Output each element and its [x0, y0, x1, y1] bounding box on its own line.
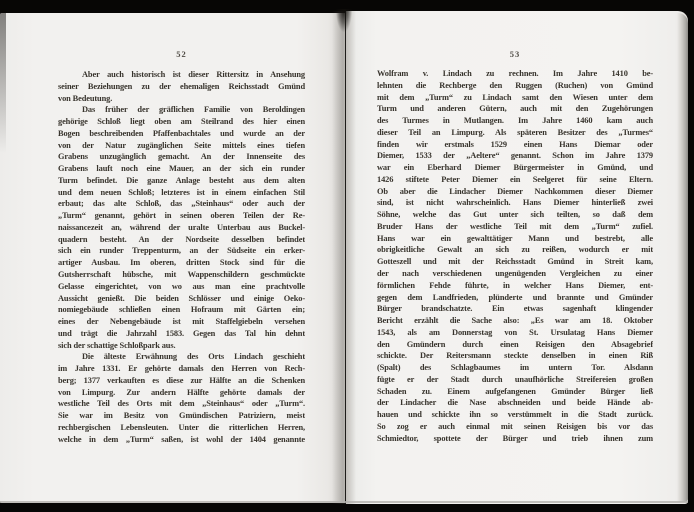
text-line: Aber auch historisch ist dieser Rittersitz in Ansehung [82, 70, 305, 79]
left-page-text [58, 70, 305, 447]
text-line: seiner Beziehungen zu der ehemaligen Reichsstadt Gmünd [58, 81, 305, 91]
text-line: rechbergischen Lebensleuten. Unter die ritterlichen Herren, [58, 422, 305, 432]
text-line: hauen und schickte ihn so verstümmelt in die Stadt zurück. [377, 410, 653, 420]
text-line: förmlichen Fehde führte, in welcher Hans Diemer, ent- [377, 280, 653, 290]
text-line: 1426 stiftete Peter Diemer ein Seelgeret für seine Eltern. [377, 174, 653, 184]
text-line: „Turm“ genannt, gehört in seinen oberen Teilen der Re- [58, 211, 305, 221]
text-line: fügte er der Stadt durch unaufhörliche Streifereien großen [377, 374, 653, 384]
text-line: erbaut; das alte Schloß, das „Steinhaus“ oder auch der [58, 199, 305, 209]
text-line: der nach verschiedenen ungenügenden Vergleichen zu einer [377, 269, 653, 279]
text-line: Gelasse eingerichtet, von wo aus man eine prachtvolle [58, 281, 305, 291]
right-page [346, 11, 688, 504]
text-line: Grabens lauft noch eine Mauer, an der sich ein runder [58, 164, 305, 174]
text-line: des Turmes in Mutlangen. Im Jahre 1460 kam auch [377, 116, 653, 126]
text-line: und dem neuen Schloß; letzteres ist in einem einfachen Stil [58, 187, 305, 197]
text-line: Wolfram v. Lindach zu rechnen. Im Jahre 1410 be- [377, 69, 653, 78]
text-line: westliche Teil des Orts mit dem „Steinhaus“ oder „Turm“. [58, 399, 305, 409]
text-line: Turm und anderen Gütern, auch mit den Zugehörungen [377, 104, 653, 114]
text-line: Ob aber die Lindacher Diemer Nachkommen dieser Diemer [377, 186, 653, 196]
text-line: 1543, als am Donnerstag von St. Ursulatag Hans Diemer [377, 327, 653, 337]
text-line: Bürger brandschatzte. Ein etwas sagenhaft klingender [377, 304, 653, 314]
page-number-right: 53 [509, 49, 521, 59]
text-line: Grabens unzugänglich gemacht. An der Innenseite des [58, 152, 305, 162]
text-line: sich der schattige Schloßpark aus. [58, 340, 176, 350]
text-line: Sie war im Besitz von Gmündischen Patriziern, meist [58, 411, 305, 421]
text-line: Die älteste Erwähnung des Orts Lindach geschieht [82, 352, 305, 362]
text-line: Schaden zu. Einem aufgefangenen Gmünder Bürger ließ [377, 386, 653, 396]
text-line: Das früher der gräflichen Familie von Beroldingen [82, 105, 305, 115]
text-line: nomiegebäude schließen einen Hofraum mit Gärten ein; [58, 305, 305, 315]
text-line: von der Natur zugänglichen Seite mittels eines tiefen [58, 140, 305, 150]
left-page-edge-shadow [0, 13, 6, 153]
text-line: welche in dem „Turm“ saßen, ist wohl der 1404 genannte [58, 434, 305, 444]
text-line: berg; 1377 verkauften es diese zur Hälfte an die Schenken [58, 375, 305, 385]
text-line: Turm befindet. Die ganze Anlage besteht aus dem alten [58, 175, 305, 185]
text-line: im Jahre 1331. Er gehörte damals den Herren von Rech- [58, 364, 305, 374]
text-line: naissancezeit an, während der uralte Unterbau aus Buckel- [58, 222, 305, 232]
text-line: dieser Teil an Limpurg. Als späteren Besitzer des „Turmes“ [377, 127, 653, 137]
text-line: quadern besteht. An der Nordseite desselben befindet [58, 234, 305, 244]
text-line: sich ein runder Treppenturm, an der Südseite ein erker- [58, 246, 305, 256]
text-line: eines der Nebengebäude ist mit Staffelgiebeln versehen [58, 317, 305, 327]
text-line: gegen dem Landfrieden, plünderte und brannte und Gmünder [377, 292, 653, 302]
text-line: obrigkeitliche Gewalt an sich zu reißen, wodurch er mit [377, 245, 653, 255]
text-line: Aussicht genießt. Die beiden Schlösser und einige Oeko- [58, 293, 305, 303]
text-line: der Lindacher die Nase abschneiden und beide Hände ab- [377, 398, 653, 408]
text-line: (Spalt) des Schlagbaumes im untern Tor. Alsdann [377, 363, 653, 373]
text-line: gehörige Schloß liegt oben am Steilrand des hier einen [58, 117, 305, 127]
text-line: und trägt die Jahrzahl 1583. Gegen das Tal hin dehnt [58, 328, 305, 338]
text-line: artiger Ausbau. Im oberen, dritten Stock sind für die [58, 258, 305, 268]
text-line: war ein Eberhard Diemer Bürgermeister in Gmünd, und [377, 163, 653, 173]
text-line: finden wir erstmals 1529 einen Hans Diemar oder [377, 139, 653, 149]
text-line: So zog er auch einmal mit seinen Reisigen bis vor das [377, 421, 653, 431]
text-line: Gutsherrschaft hübsche, mit Wappenschildern geschmückte [58, 270, 305, 280]
text-line: Bericht erzählt die Sache also: „Es war am 18. Oktober [377, 316, 653, 326]
text-line: Bruder Hans der westliche Teil mit dem „Turm“ zufiel. [377, 221, 653, 231]
text-line: den Gmündern durch einen Reisigen den Absagebrief [377, 339, 653, 349]
page-number-left: 52 [176, 49, 187, 59]
text-line: Schmiedtor, spottete der Bürger und trieb ihnen zum [377, 433, 653, 443]
page-bottom-edge [0, 501, 688, 503]
text-line: von Bedeutung. [58, 93, 113, 103]
text-line: mit dem „Turm“ zu Lindach samt den Wiesen unter dem [377, 92, 653, 102]
right-page-text [377, 69, 653, 446]
text-line: Gotteszell und mit der Reichsstadt Gmünd in Streit kam, [377, 257, 653, 267]
text-line: sind, ist nicht wahrscheinlich. Hans Diemer hinterließ zwei [377, 198, 653, 208]
text-line: von Limpurg. Zur andern Hälfte gehörte damals der [58, 387, 305, 397]
text-line: lehnten die Rechberge den Ruggen (Ruchen) von Gmünd [377, 80, 653, 90]
text-line: Diemer, 1533 der „Aeltere“ genannt. Schon im Jahre 1379 [377, 151, 653, 161]
text-line: Söhne, welche das Gut unter sich teilten, so daß dem [377, 210, 653, 220]
text-line: Hans war ein gewalttätiger Mann und bestrebt, alle [377, 233, 653, 243]
left-page [0, 13, 345, 503]
text-line: schickte. Der Reitersmann steckte denselben in einen Riß [377, 351, 653, 361]
text-line: Bogen beschreibenden Pfaffenbachtales und wurde an der [58, 128, 305, 138]
